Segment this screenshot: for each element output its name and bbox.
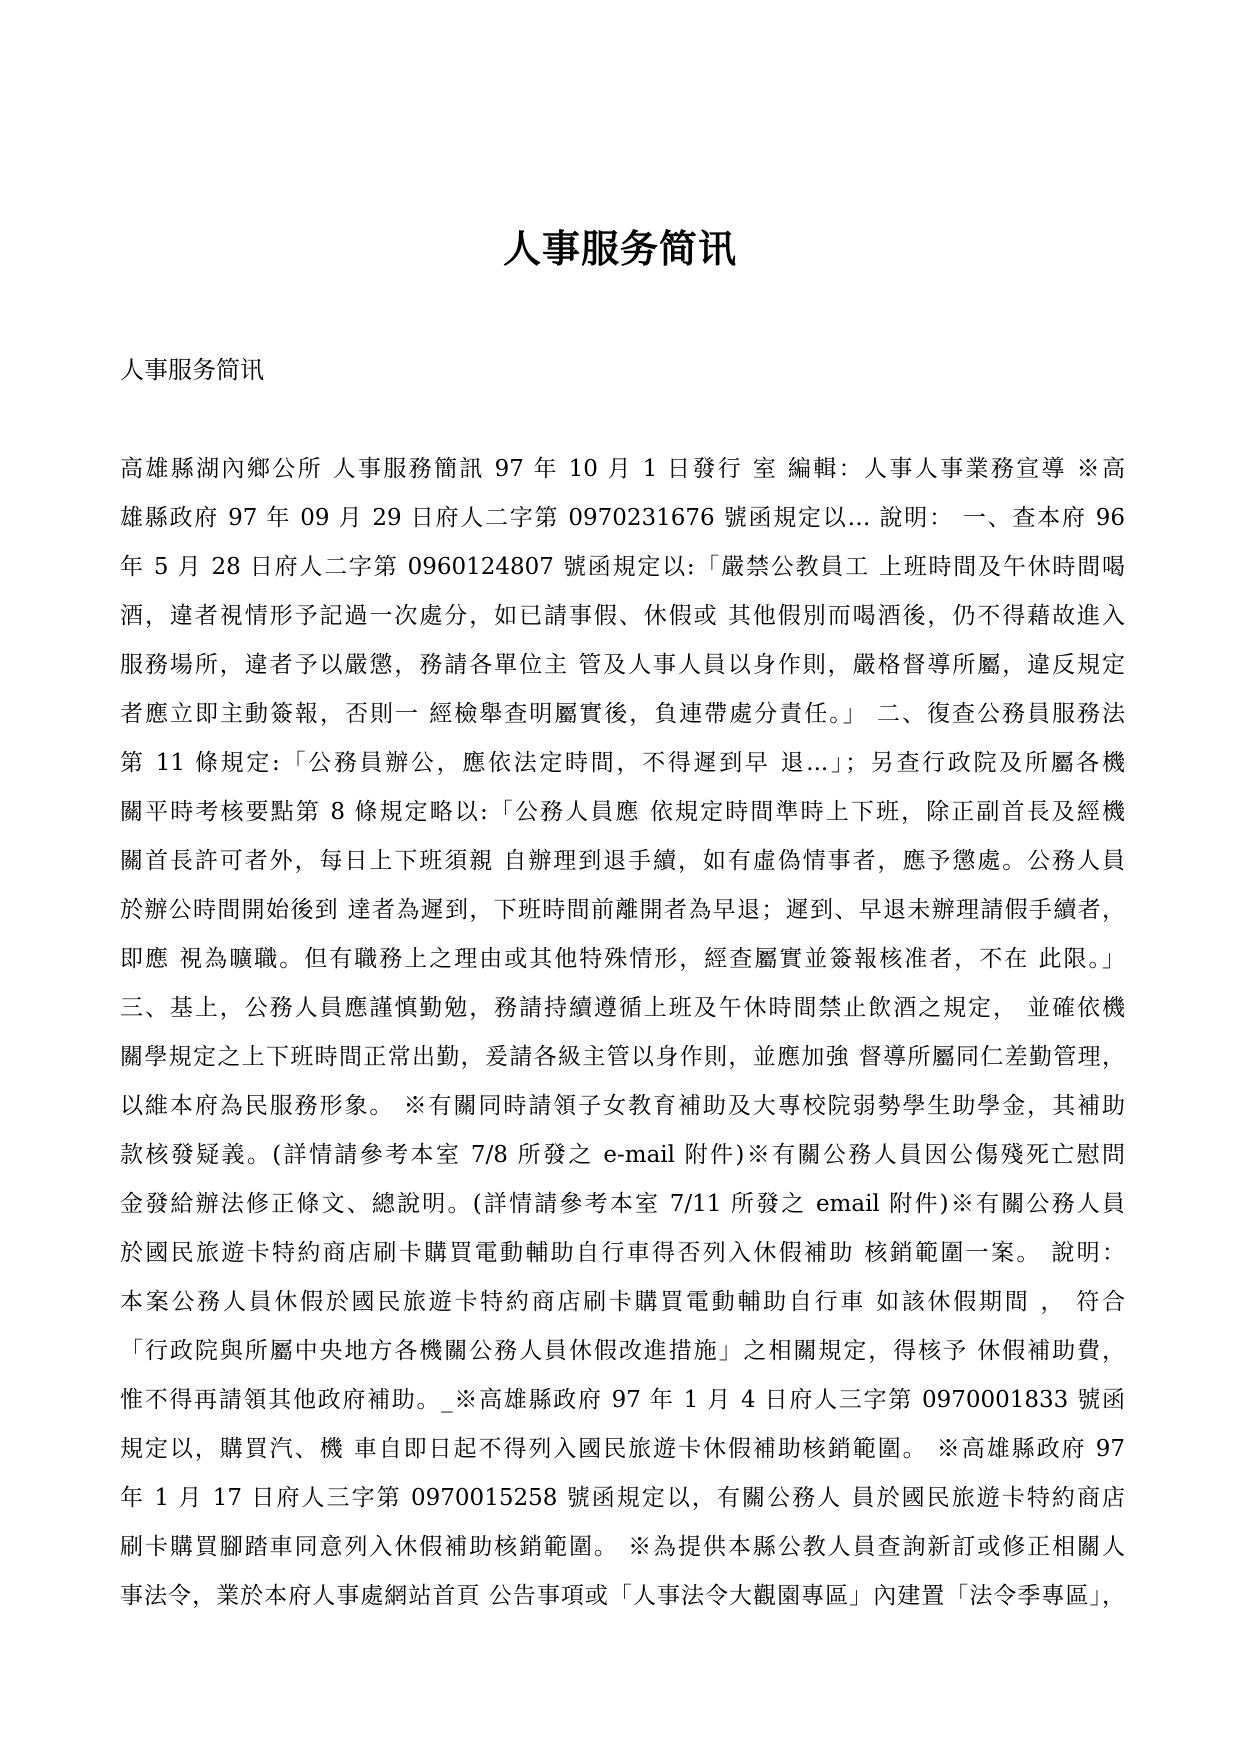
body-line: 即應 視為曠職。但有職務上之理由或其他特殊情形，經查屬實並簽報核准者，不在 此限。」	[120, 946, 1125, 972]
body-line: 「行政院與所屬中央地方各機關公務人員休假改進措施」之相關規定，得核予 休假補助費，	[120, 1338, 1125, 1364]
body-line: 以維本府為民服務形象。 ※有關同時請領子女教育補助及大專校院弱勢學生助學金，其補助	[120, 1093, 1125, 1119]
body-line: 惟不得再請領其他政府補助。_※高雄縣政府 97 年 1 月 4 日府人三字第 0970001833 號函	[120, 1387, 1125, 1413]
body-line: 於國民旅遊卡特約商店刷卡購買電動輔助自行車得否列入休假補助 核銷範圍一案。 說明：	[120, 1240, 1125, 1266]
body-line: 款核發疑義。(詳情請參考本室 7/8 所發之 e-mail 附件)※有關公務人員因公傷殘死亡慰問	[120, 1142, 1125, 1168]
body-line: 刷卡購買腳踏車同意列入休假補助核銷範圍。 ※為提供本縣公教人員查詢新訂或修正相關人	[120, 1534, 1125, 1560]
document-subtitle: 人事服务简讯	[120, 356, 264, 384]
body-line: 第 11 條規定:「公務員辦公，應依法定時間，不得遲到早 退...」；另查行政院及所屬各機	[120, 750, 1125, 776]
document-body	[120, 445, 1125, 1621]
body-line: 本案公務人員休假於國民旅遊卡特約商店刷卡購買電動輔助自行車 如該休假期間 ， 符合	[120, 1289, 1125, 1315]
body-line: 事法令，業於本府人事處網站首頁 公告事項或「人事法令大觀園專區」內建置「法令季專區」，	[120, 1583, 1125, 1609]
body-line: 規定以，購買汽、機 車自即日起不得列入國民旅遊卡休假補助核銷範圍。 ※高雄縣政府 97	[120, 1436, 1125, 1462]
body-line: 於辦公時間開始後到 達者為遲到，下班時間前離開者為早退；遲到、早退未辦理請假手續者，	[120, 897, 1125, 923]
body-line: 關平時考核要點第 8 條規定略以:「公務人員應 依規定時間準時上下班，除正副首長及經機	[120, 799, 1125, 825]
body-line: 關學規定之上下班時間正常出勤，爰請各級主管以身作則，並應加強 督導所屬同仁差勤管理，	[120, 1044, 1125, 1070]
body-line: 年 5 月 28 日府人二字第 0960124807 號函規定以:「嚴禁公教員工 上班時間及午休時間喝	[120, 554, 1125, 580]
body-line: 金發給辦法修正條文、總說明。(詳情請參考本室 7/11 所發之 email 附件)※有關公務人員	[120, 1191, 1125, 1217]
body-line: 高雄縣湖內鄉公所 人事服務簡訊 97 年 10 月 1 日發行 室 編輯：人事人事業務宣導 ※高	[120, 456, 1125, 482]
document-title: 人事服务简讯	[502, 226, 737, 271]
body-line: 三、基上，公務人員應謹慎勤勉，務請持續遵循上班及午休時間禁止飲酒之規定， 並確依機	[120, 995, 1125, 1021]
body-line: 酒，違者視情形予記過一次處分，如已請事假、休假或 其他假別而喝酒後，仍不得藉故進入	[120, 603, 1125, 629]
body-line: 關首長許可者外，每日上下班須親 自辦理到退手續，如有虛偽情事者，應予懲處。公務人員	[120, 848, 1125, 874]
body-line: 年 1 月 17 日府人三字第 0970015258 號函規定以，有關公務人 員於國民旅遊卡特約商店	[120, 1485, 1125, 1511]
body-line: 服務場所，違者予以嚴懲，務請各單位主 管及人事人員以身作則，嚴格督導所屬，違反規定	[120, 652, 1125, 678]
body-line: 者應立即主動簽報，否則一 經檢舉查明屬實後，負連帶處分責任。」 二、復查公務員服務法	[120, 701, 1125, 727]
body-line: 雄縣政府 97 年 09 月 29 日府人二字第 0970231676 號函規定以… 說明： 一、查本府 96	[120, 505, 1125, 531]
